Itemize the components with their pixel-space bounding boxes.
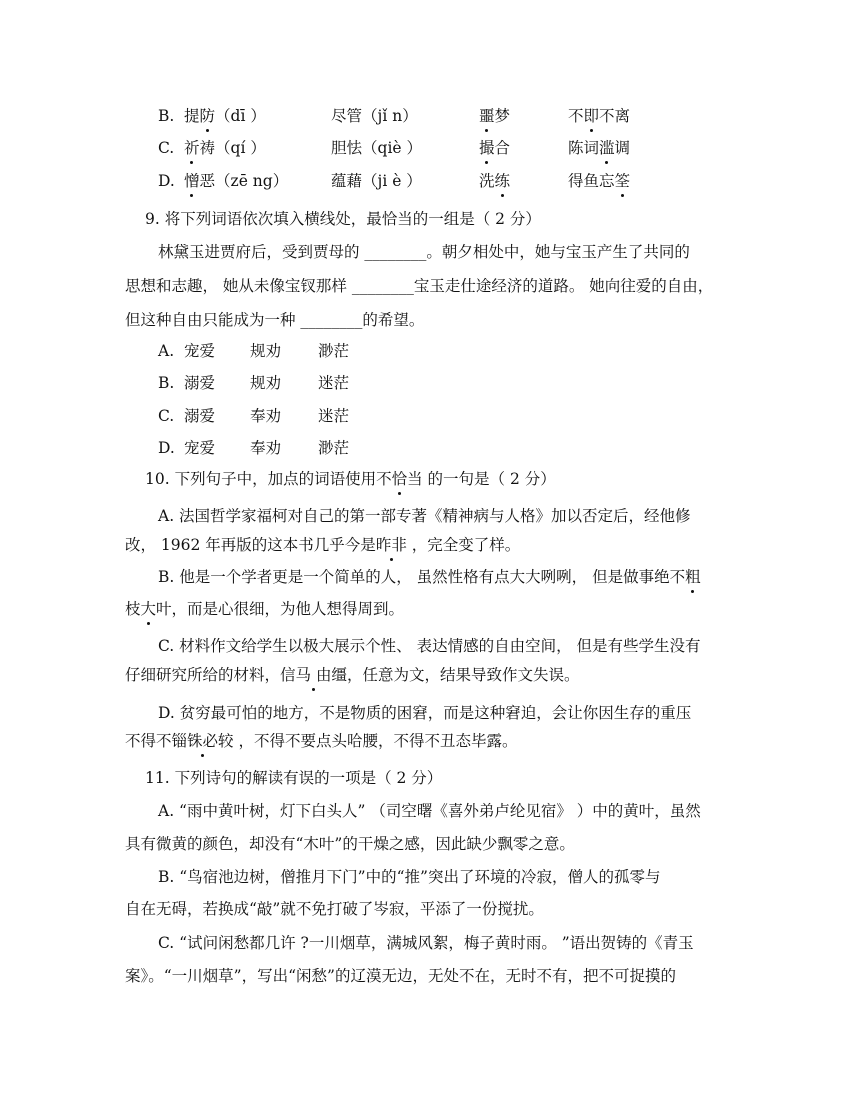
q10-option-d-line-1: D. 贫穷最可怕的地方，不是物质的困窘，而是这种窘迫，会让你因生存的重压: [158, 704, 692, 722]
q11-option-b-line-2: 自在无碍，若换成“敲”就不免打破了岑寂，平添了一份搅扰。: [125, 900, 544, 918]
q10-option-a-line-1: A. 法国哲学家福柯对自己的第一部专著《精神病与人格》加以否定后，经他修: [158, 507, 691, 525]
option-letter: A.: [158, 342, 175, 360]
q10-stem: 10. 下列句子中，加点的词语使用不恰当 的一句是（ 2 分）: [145, 470, 556, 488]
option-letter: B.: [158, 374, 175, 392]
q11-option-a-line-2: 具有微黄的颜色，却没有“木叶”的干燥之感，因此缺少飘零之意。: [125, 835, 575, 853]
option-word: 规劝: [250, 342, 282, 360]
word-4: 不即不离: [568, 107, 631, 125]
word-4: 陈词滥调: [568, 139, 631, 157]
q9-passage-line-1: 林黛玉进贾府后，受到贾母的 ________。朝夕相处中，她与宝玉产生了共同的: [158, 243, 690, 261]
q10-option-c-line-2: 仔细研究所给的材料，信马 由缰，任意为文，结果导致作文失误。: [125, 666, 580, 684]
option-letter: C.: [158, 407, 175, 425]
word-2: 尽管（jǐ n）: [331, 107, 418, 125]
q11-option-a-line-1: A. “雨中黄叶树，灯下白头人” （司空曙《喜外弟卢纶见宿》 ）中的黄叶，虽然: [158, 802, 701, 820]
word-1: 提防（dī ）: [184, 107, 266, 125]
word-2: 胆怯（qiè ）: [331, 139, 422, 157]
word-3: 洗练: [479, 172, 511, 190]
q10-option-b-line-1: B. 他是一个学者更是一个简单的人， 虽然性格有点大大咧咧， 但是做事绝不粗: [158, 568, 701, 586]
option-letter: B.: [158, 107, 175, 125]
q9-stem: 9. 将下列词语依次填入横线处，最恰当的一组是（ 2 分）: [145, 210, 541, 228]
q11-option-b-line-1: B. “鸟宿池边树，僧推月下门”中的“推”突出了环境的冷寂，僧人的孤零与: [158, 868, 661, 886]
option-word: 规劝: [250, 374, 282, 392]
q9-passage-line-2: 思想和志趣， 她从未像宝钗那样 ________宝玉走仕途经济的道路。 她向往爱的自由，: [125, 277, 714, 295]
word-3: 噩梦: [479, 107, 511, 125]
option-letter: D.: [158, 172, 175, 190]
q10-option-c-line-1: C. 材料作文给学生以极大展示个性、 表达情感的自由空间， 但是有些学生没有: [158, 637, 701, 655]
option-word: 溺爱: [184, 374, 216, 392]
q10-option-a-line-2: 改， 1962 年再版的这本书几乎今是昨非 ，完全变了样。: [125, 536, 521, 554]
option-word: 迷茫: [318, 407, 350, 425]
word-3: 撮合: [479, 139, 511, 157]
option-word: 奉劝: [250, 407, 282, 425]
word-1: 祈祷（qí ）: [184, 139, 266, 157]
q9-passage-line-3: 但这种自由只能成为一种 ________的希望。: [125, 311, 425, 329]
q11-stem: 11. 下列诗句的解读有误的一项是（ 2 分）: [145, 769, 443, 787]
q10-option-b-line-2: 枝大叶，而是心很细，为他人想得周到。: [125, 600, 405, 618]
q11-option-c-line-1: C. “试问闲愁都几许 ?一川烟草，满城风絮，梅子黄时雨。 ”语出贺铸的《青玉: [158, 934, 694, 952]
option-letter: D.: [158, 439, 175, 457]
option-letter: C.: [158, 139, 175, 157]
word-2: 蕴藉（ji è ）: [331, 172, 422, 190]
option-word: 宠爱: [184, 439, 216, 457]
option-word: 奉劝: [250, 439, 282, 457]
option-word: 宠爱: [184, 342, 216, 360]
q11-option-c-line-2: 案》。“一川烟草”，写出“闲愁”的辽漠无边，无处不在，无时不有，把不可捉摸的: [125, 967, 676, 985]
option-word: 渺茫: [318, 439, 350, 457]
word-1: 憎恶（zē ng）: [184, 172, 289, 190]
option-word: 迷茫: [318, 374, 350, 392]
option-word: 溺爱: [184, 407, 216, 425]
word-4: 得鱼忘筌: [568, 172, 631, 190]
q10-option-d-line-2: 不得不锱铢必较 ，不得不要点头哈腰，不得不丑态毕露。: [125, 732, 518, 750]
option-word: 渺茫: [318, 342, 350, 360]
